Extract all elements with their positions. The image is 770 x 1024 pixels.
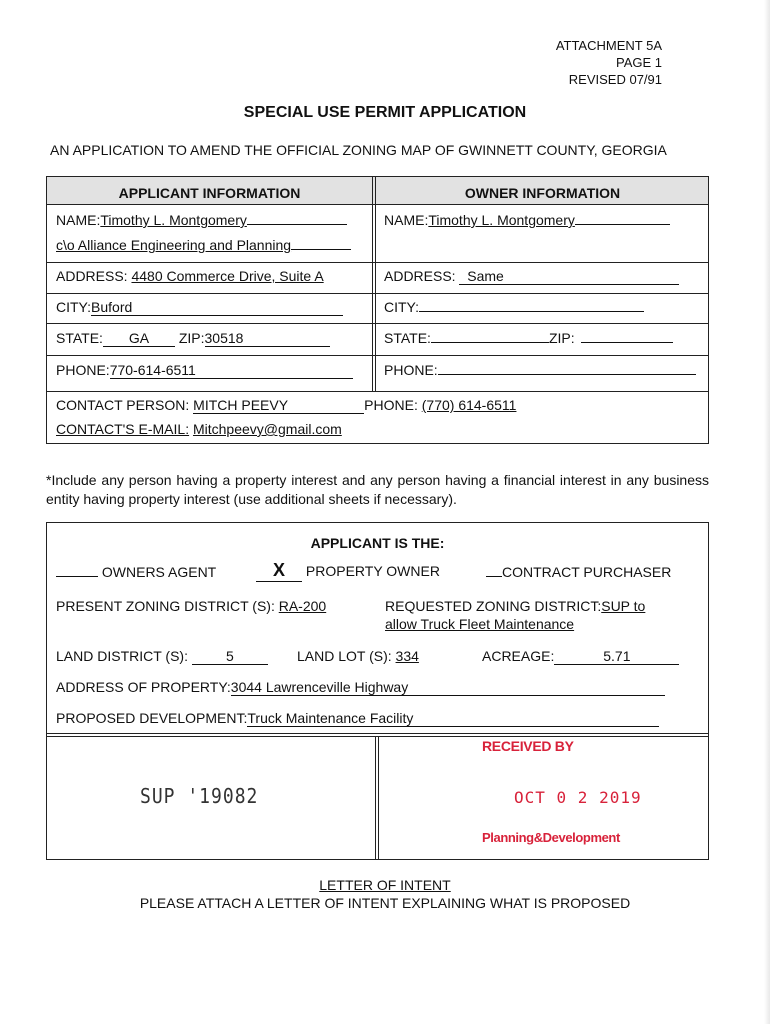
- applicant-info-heading: APPLICANT INFORMATION: [118, 185, 301, 201]
- revised-label: REVISED 07/91: [568, 72, 662, 87]
- owner-phone-label: PHONE:: [384, 362, 438, 378]
- applicant-phone-row: [56, 362, 353, 379]
- sup-number-stamp: SUP '19082: [140, 784, 259, 809]
- department-stamp: Planning&Development: [482, 830, 620, 845]
- requested-zoning-label: REQUESTED ZONING DISTRICT:: [385, 598, 602, 614]
- owner-name-value: Timothy L. Montgomery: [428, 212, 575, 228]
- present-zoning-row: [56, 598, 326, 614]
- land-district-label: LAND DISTRICT (S):: [56, 648, 188, 664]
- property-owner-row: [256, 560, 440, 582]
- land-district-row: [56, 648, 268, 665]
- applicant-address-value: 4480 Commerce Drive, Suite A: [131, 268, 324, 284]
- owner-name-label: NAME:: [384, 212, 429, 228]
- owner-address-row: [384, 268, 679, 285]
- property-address-value: 3044 Lawrenceville Highway: [230, 679, 409, 695]
- applicant-city-row: [56, 299, 343, 316]
- proposed-development-row: [56, 710, 659, 727]
- land-district-value: 5: [225, 648, 234, 664]
- present-zoning-value: RA-200: [278, 598, 327, 614]
- attachment-label: ATTACHMENT 5A: [555, 38, 662, 53]
- applicant-name-row: [56, 212, 347, 228]
- applicant-phone-value: 770-614-6511: [109, 362, 196, 378]
- acreage-value: 5.71: [603, 648, 631, 664]
- page-label: PAGE 1: [615, 55, 662, 70]
- contract-purchaser-label: CONTRACT PURCHASER: [502, 564, 672, 580]
- owner-city-label: CITY:: [384, 299, 420, 315]
- acreage-row: [482, 648, 679, 665]
- requested-zoning-row: [385, 598, 645, 614]
- owner-state-row: [384, 330, 673, 346]
- page-title: SPECIAL USE PERMIT APPLICATION: [243, 104, 527, 121]
- requested-zoning-value-1: SUP to: [601, 598, 646, 614]
- applicant-name-label: NAME:: [56, 212, 101, 228]
- land-lot-row: [297, 648, 419, 664]
- contract-purchaser-row: [486, 564, 671, 580]
- contact-person-value: MITCH PEEVY: [193, 397, 289, 413]
- applicant-zip-value: 30518: [204, 330, 244, 346]
- received-by-stamp: RECEIVED BY: [482, 738, 574, 754]
- owner-address-label: ADDRESS:: [384, 268, 456, 284]
- applicant-state-row: [56, 330, 330, 347]
- acreage-label: ACREAGE:: [482, 648, 555, 664]
- letter-of-intent-text: PLEASE ATTACH A LETTER OF INTENT EXPLAINING WHAT IS PROPOSED: [139, 895, 631, 911]
- owners-agent-label: OWNERS AGENT: [101, 564, 217, 580]
- property-owner-mark: X: [272, 560, 285, 580]
- property-owner-label: PROPERTY OWNER: [305, 563, 440, 579]
- received-date-stamp: OCT 0 2 2019: [514, 788, 642, 807]
- applicant-address-row: [56, 268, 324, 284]
- owner-city-row: [384, 299, 644, 315]
- contact-email-value: Mitchpeevy@gmail.com: [192, 421, 342, 437]
- owners-agent-row: [56, 564, 216, 580]
- applicant-city-value: Buford: [91, 299, 133, 315]
- land-lot-value: 334: [395, 648, 419, 664]
- applicant-co-value: c\o Alliance Engineering and Planning: [56, 237, 292, 253]
- contact-person-label: CONTACT PERSON:: [56, 397, 190, 413]
- property-address-label: ADDRESS OF PROPERTY:: [56, 679, 231, 695]
- contact-email-label: CONTACT'S E-MAIL:: [56, 421, 190, 437]
- page-subtitle: AN APPLICATION TO AMEND THE OFFICIAL ZONING MAP OF GWINNETT COUNTY, GEORGIA: [50, 142, 667, 158]
- letter-of-intent-heading: LETTER OF INTENT: [319, 877, 451, 893]
- owner-address-value: Same: [467, 268, 504, 284]
- proposed-development-value: Truck Maintenance Facility: [247, 710, 414, 726]
- applicant-co-row: [56, 237, 351, 253]
- applicant-zip-label: ZIP:: [178, 330, 205, 346]
- contact-phone-value: (770) 614-6511: [421, 397, 517, 413]
- applicant-state-value: GA: [128, 330, 150, 346]
- scan-edge-shadow: [764, 0, 770, 1024]
- applicant-city-label: CITY:: [56, 299, 92, 315]
- requested-zoning-value-2: allow Truck Fleet Maintenance: [385, 616, 575, 632]
- owner-zip-label: ZIP:: [548, 330, 575, 346]
- interest-note: *Include any person having a property interest and any person having a financial interest in any business entity having property interest (use additional sheets if necessary).: [46, 472, 709, 507]
- applicant-phone-label: PHONE:: [56, 362, 110, 378]
- requested-zoning-row-2: [385, 616, 574, 632]
- applicant-is-heading: APPLICANT IS THE:: [310, 535, 445, 551]
- proposed-development-label: PROPOSED DEVELOPMENT:: [56, 710, 248, 726]
- owner-state-label: STATE:: [384, 330, 431, 346]
- land-lot-label: LAND LOT (S):: [297, 648, 392, 664]
- contact-person-row: [56, 397, 516, 414]
- present-zoning-label: PRESENT ZONING DISTRICT (S):: [56, 598, 275, 614]
- contact-phone-label: PHONE:: [364, 397, 418, 413]
- applicant-address-label: ADDRESS:: [56, 268, 128, 284]
- applicant-state-label: STATE:: [56, 330, 103, 346]
- applicant-name-value: Timothy L. Montgomery: [100, 212, 247, 228]
- owner-name-row: [384, 212, 670, 228]
- owner-info-heading: OWNER INFORMATION: [464, 185, 621, 201]
- owner-phone-row: [384, 362, 696, 378]
- document-header: [556, 37, 662, 88]
- contact-email-row: [56, 421, 342, 437]
- property-address-row: [56, 679, 665, 696]
